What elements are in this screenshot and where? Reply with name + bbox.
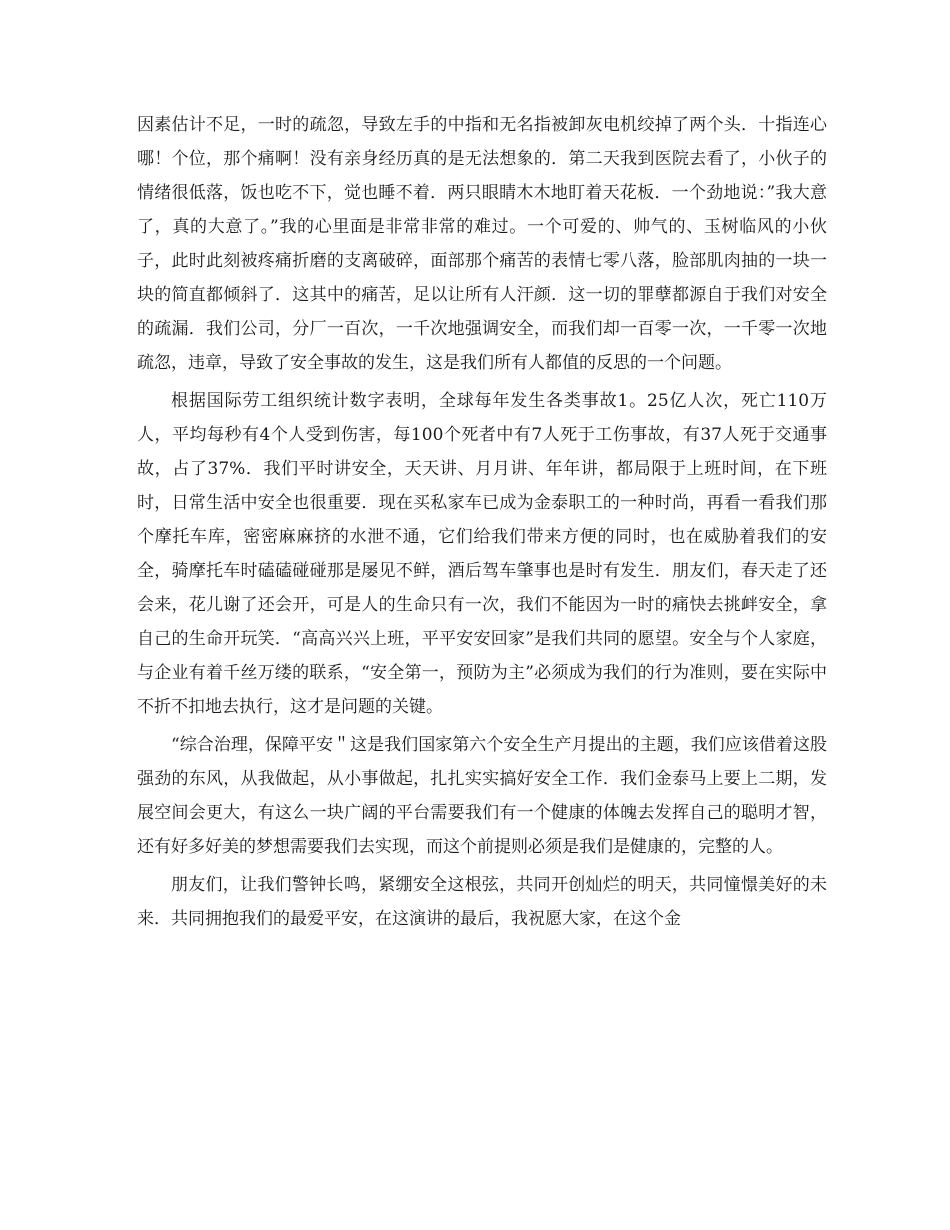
paragraph-1: 因素估计不足，一时的疏忽，导致左手的中指和无名指被卸灰电机绞掉了两个头．十指连心哪！个位，那个痛啊！没有亲身经历真的是无法想象的．第二天我到医院去看了，小伙子的情绪很低落，饭也吃不下，觉也睡不着．两只眼睛木木地盯着天花板．一个劲地说：”我大意了，真的大意了。”我的心里面是非常非常的难过。一个可爱的、帅气的、玉树临风的小伙子，此时此刻被疼痛折磨的支离破碎，面部那个痛苦的表情七零八落，脸部肌肉抽的一块一块的简直都倾斜了．这其中的痛苦，足以让所有人汗颜．这一切的罪孽都源自于我们对安全的疏漏．我们公司，分厂一百次，一千次地强调安全，而我们却一百零一次，一千零一次地疏忽，违章，导致了安全事故的发生，这是我们所有人都值的反思的一个问题。 <box>137 115 827 373</box>
paragraph-4: 朋友们，让我们警钟长鸣，紧绷安全这根弦，共同开创灿烂的明天，共同憧憬美好的未来．共同拥抱我们的最爱平安，在这演讲的最后，我祝愿大家，在这个金 <box>137 875 827 929</box>
paragraph-3: “综合治理，保障平安＂这是我们国家第六个安全生产月提出的主题，我们应该借着这股强劲的东风，从我做起，从小事做起，扎扎实实搞好安全工作．我们金泰马上要上二期，发展空间会更大，有这么一块广阔的平台需要我们有一个健康的体魄去发挥自己的聪明才智，还有好多好美的梦想需要我们去实现，而这个前提则必须是我们是健康的，完整的人。 <box>137 735 827 857</box>
paragraph-2: 根据国际劳工组织统计数字表明，全球每年发生各类事故1。25亿人次，死亡110万人，平均每秒有4个人受到伤害，每100个死者中有7人死于工伤事故，有37人死于交通事故，占了37%．我们平时讲安全，天天讲、月月讲、年年讲，都局限于上班时间，在下班时，日常生活中安全也很重要．现在买私家车已成为金泰职工的一种时尚，再看一看我们那个摩托车库，密密麻麻挤的水泄不通，它们给我们带来方便的同时，也在威胁着我们的安全，骑摩托车时磕磕碰碰那是屡见不鲜，酒后驾车肇事也是时有发生．朋友们，春天走了还会来，花儿谢了还会开，可是人的生命只有一次，我们不能因为一时的痛快去挑衅安全，拿自己的生命开玩笑．“高高兴兴上班，平平安安回家”是我们共同的愿望。安全与个人家庭，与企业有着千丝万缕的联系，“安全第一，预防为主”必须成为我们的行为准则，要在实际中不折不扣地去执行，这才是问题的关键。 <box>137 391 827 717</box>
document-body <box>137 108 827 940</box>
